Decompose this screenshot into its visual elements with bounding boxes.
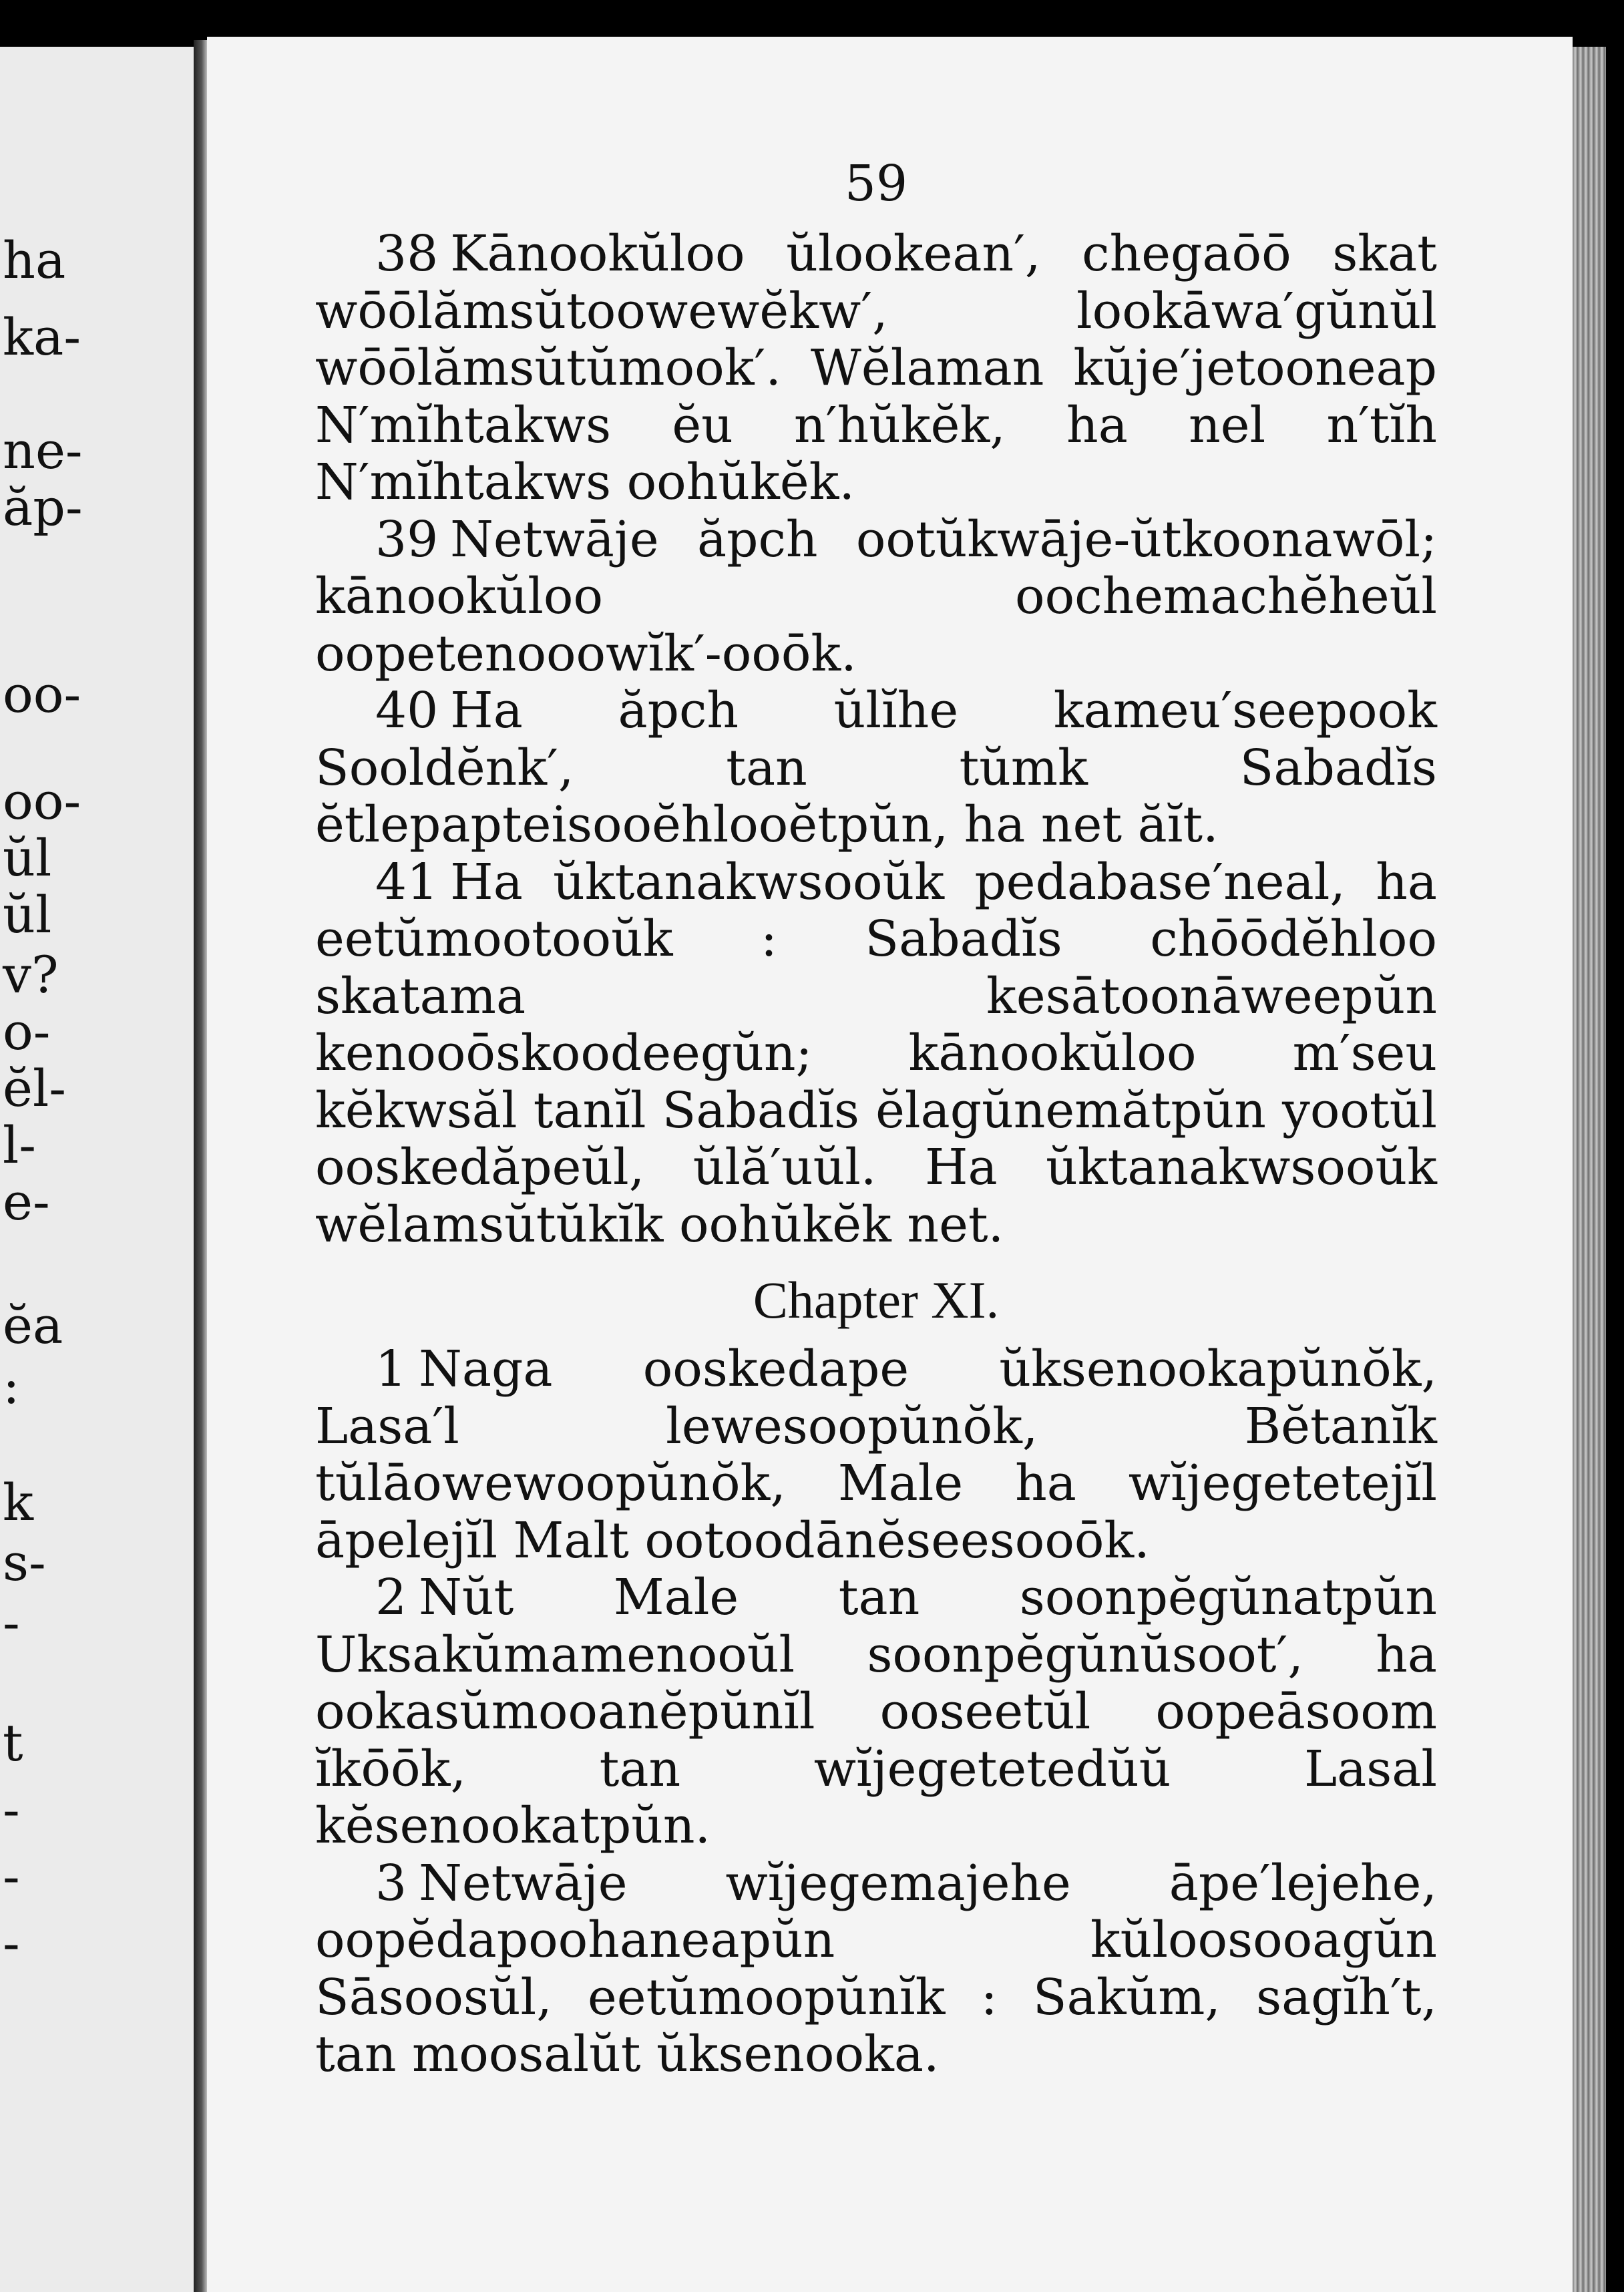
verse-number: 1: [375, 1340, 407, 1398]
verse: [315, 512, 1437, 683]
verse: [315, 1569, 1437, 1855]
left-fragment: o-: [3, 1002, 51, 1061]
verse: [315, 683, 1437, 854]
verse-number: 39: [375, 510, 439, 568]
page-text: [315, 147, 1437, 2084]
page-edge: [1573, 47, 1606, 2292]
left-fragment: l-: [3, 1115, 36, 1175]
verse-text: Netwāje ăpch ootŭkwāje-ŭtkoonawōl; kānookŭloo oochemachĕheŭl oopetenooowĭk′-ooōk.: [315, 510, 1437, 683]
left-fragment: s-: [3, 1533, 46, 1592]
left-page: [0, 47, 194, 2292]
verse-number: 41: [375, 853, 439, 911]
verse: [315, 226, 1437, 512]
left-fragment: ne-: [3, 421, 83, 480]
verse-text: Nŭt Male tan soonpĕgŭnatpŭn Uksakŭmamenooŭl soonpĕgŭnŭsoot′, ha ookasŭmooanĕpŭnĭl ooseetŭl oopeāsoom ĭkōōk, tan wĭjegetetedŭŭ Lasal kĕsenookatpŭn.: [315, 1569, 1437, 1855]
left-fragment: v?: [3, 945, 59, 1004]
left-fragment: ha: [3, 230, 66, 290]
book-gutter: [194, 40, 207, 2292]
verse-text: Ha ŭktanakwsooŭk pedabase′neal, ha eetŭmootooŭk : Sabadĭs chōōdĕhloo skatama kesātoonāweepŭn kenooōskoodeegŭn; kānookŭloo m′seu kĕkwsăl tanĭl Sabadĭs ĕlagŭnemătpŭn yootŭl ooskedăpeŭl, ŭlă′uŭl. Ha ŭktanakwsooŭk wĕlamsŭtŭkĭk oohŭkĕk net.: [315, 853, 1437, 1254]
left-fragment: -: [3, 1593, 20, 1652]
left-fragment: ĕl-: [3, 1059, 66, 1118]
left-fragment: -: [3, 1780, 20, 1839]
verse-text: Netwāje wĭjegemajehe āpe′lejehe, oopĕdapoohaneapŭn kŭloosooagŭn Sāsoosŭl, eetŭmoopŭnĭk : Sakŭm, sagĭh′t, tan moosalŭt ŭksenooka.: [315, 1854, 1437, 2083]
verse: [315, 854, 1437, 1254]
left-fragment: k: [3, 1473, 34, 1532]
verse-text: Kānookŭloo ŭlookean′, chegaōō skat wōōlămsŭtoowewĕkw′, lookāwa′gŭnŭl wōōlămsŭtŭmook′. Wĕlaman kŭje′jetooneap N′mĭhtakws ĕu n′hŭkĕk, ha nel n′tĭh N′mĭhtakws oohŭkĕk.: [315, 225, 1437, 511]
verse-text: Naga ooskedape ŭksenookapŭnŏk, Lasa′l lewesoopŭnŏk, Bĕtanĭk tŭlāowewoopŭnŏk, Male ha wĭjegetetejĭl āpelejĭl Malt ootoodānĕseesooōk.: [315, 1340, 1437, 1569]
left-fragment: ŭl: [3, 885, 52, 944]
chapter-heading: Chapter XI.: [753, 1271, 1000, 1329]
verse-text: Ha ăpch ŭlĭhe kameu′seepook Sooldĕnk′, tan tŭmk Sabadĭs ĕtlepapteisooĕhlooĕtpŭn, ha net ăĭt.: [315, 682, 1437, 853]
verse-number: 40: [375, 682, 439, 739]
left-fragment: oo-: [3, 664, 81, 724]
left-fragment: e-: [3, 1172, 50, 1231]
verse-number: 3: [375, 1854, 407, 1912]
left-fragment: oo-: [3, 771, 81, 831]
verse-number: 2: [375, 1569, 407, 1626]
verse-number: 38: [375, 225, 439, 282]
left-fragment: ăp-: [3, 478, 83, 537]
left-fragment: ĕa: [3, 1296, 63, 1355]
verse: [315, 1855, 1437, 2084]
left-fragment: ka-: [3, 307, 81, 367]
verse: [315, 1341, 1437, 1569]
left-fragment: -: [3, 1913, 20, 1973]
left-fragment: t: [3, 1713, 23, 1772]
left-fragment: ŭl: [3, 828, 52, 888]
left-fragment: -: [3, 1847, 20, 1906]
left-fragment: :: [3, 1356, 20, 1415]
page-number: 59: [844, 155, 908, 212]
